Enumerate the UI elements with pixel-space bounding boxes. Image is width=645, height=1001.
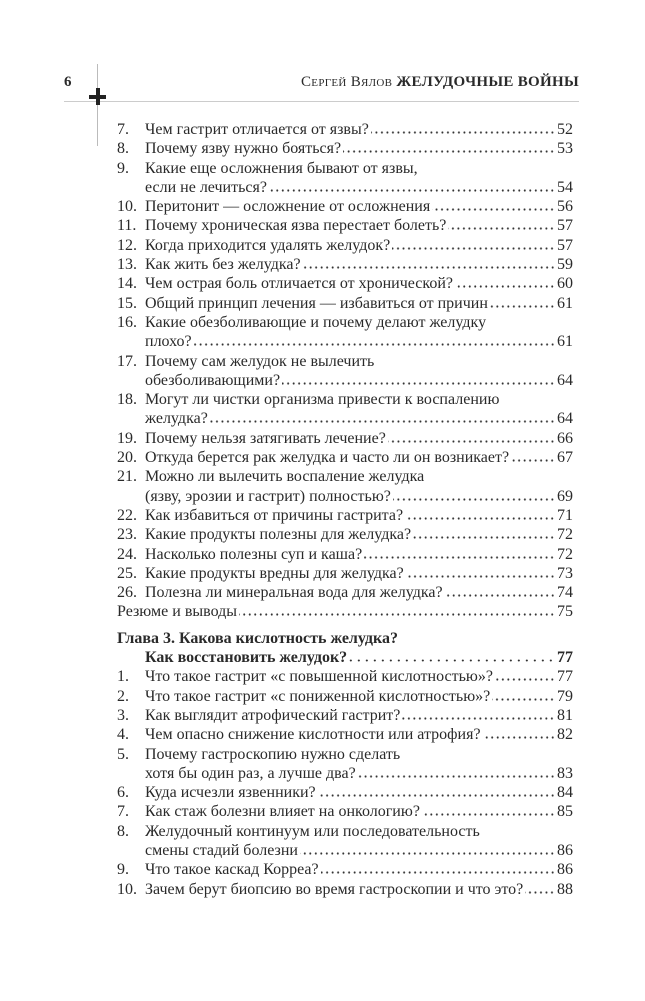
toc-entry[interactable]: [117, 159, 573, 198]
entry-page: 86: [557, 861, 573, 879]
dot-leader: [492, 698, 555, 701]
dot-leader: [343, 150, 555, 153]
chapter-title-line1: Глава 3. Какова кислотность желудка?: [117, 629, 398, 647]
entry-page: 73: [557, 564, 573, 582]
entry-page: 84: [557, 784, 573, 802]
entry-number: 2.: [117, 687, 129, 705]
entry-text: плохо?: [145, 333, 192, 351]
toc-entry-line: [117, 467, 573, 486]
toc-entry-line: [117, 687, 573, 706]
entry-number: 14.: [117, 275, 137, 293]
entry-page: 71: [557, 506, 573, 524]
vertical-rule: [97, 64, 98, 146]
toc-entry-line: [117, 236, 573, 255]
toc-entry-line: [117, 583, 573, 602]
dot-leader: [269, 189, 555, 192]
entry-number: 4.: [117, 726, 129, 744]
dot-leader: [194, 343, 555, 346]
dot-leader: [210, 420, 555, 423]
entry-text: Зачем берут биопсию во время гастроскопии и что это?: [145, 880, 524, 898]
entry-number: 25.: [117, 564, 137, 582]
chapter-heading[interactable]: [117, 629, 573, 668]
toc-entry[interactable]: [117, 880, 573, 899]
entry-number: 1.: [117, 668, 129, 686]
entry-text: Как стаж болезни влияет на онкологию?: [145, 803, 420, 821]
entry-number: 24.: [117, 545, 137, 563]
dot-leader: [318, 794, 555, 797]
entry-text: Чем гастрит отличается от язвы?: [145, 121, 369, 138]
crosshair-mark-icon-vertical: [96, 88, 100, 105]
entry-text: Что такое гастрит «с повышенной кислотностью»?: [145, 668, 493, 686]
entry-number: 3.: [117, 706, 129, 724]
toc-entry[interactable]: [117, 783, 573, 802]
entry-number: 12.: [117, 236, 137, 254]
toc-entry[interactable]: [117, 390, 573, 429]
toc-entry-line: [117, 545, 573, 564]
entry-text: Могут ли чистки организма привести к воспалению: [145, 391, 500, 409]
entry-page: 56: [557, 198, 573, 216]
dot-leader: [388, 440, 555, 443]
entry-page: 86: [557, 841, 573, 859]
dot-leader: [371, 131, 555, 134]
toc-entry-line: [117, 783, 573, 802]
book-title: ЖЕЛУДОЧНЫЕ ВОЙНЫ: [396, 74, 579, 90]
entry-number: 13.: [117, 256, 137, 274]
entry-page: 82: [557, 726, 573, 744]
entry-text: Почему гастроскопию нужно сделать: [145, 745, 401, 763]
toc-entry-line: [117, 487, 573, 506]
dot-leader: [432, 208, 555, 211]
entry-number: 10.: [117, 198, 137, 216]
toc-entry-line: [117, 216, 573, 235]
entry-page: 57: [557, 236, 573, 254]
entry-number: 18.: [117, 391, 137, 409]
entry-page: 77: [557, 668, 573, 686]
toc-entry-line: [117, 178, 573, 197]
toc-entry-line: [117, 860, 573, 879]
toc-entry[interactable]: [117, 745, 573, 784]
toc-entry-line: [117, 255, 573, 274]
entry-number: 9.: [117, 159, 129, 177]
toc-entry[interactable]: [117, 352, 573, 391]
dot-leader: [448, 227, 555, 230]
toc-entry[interactable]: [117, 139, 573, 158]
entry-text: Общий принцип лечения — избавиться от причин: [145, 294, 488, 312]
toc-entry-line: [117, 313, 573, 332]
toc-entry[interactable]: [117, 802, 573, 821]
toc-entry[interactable]: [117, 313, 573, 352]
entry-page: 88: [557, 880, 573, 898]
entry-page: 72: [557, 545, 573, 563]
header-rule: [64, 101, 579, 102]
entry-text: Почему сам желудок не вылечить: [145, 352, 375, 370]
toc-entry[interactable]: [117, 216, 573, 235]
entry-text: Куда исчезли язвенники?: [145, 784, 316, 802]
author-name: Сергей Вялов: [301, 74, 393, 90]
entry-page: 64: [557, 371, 573, 389]
entry-number: 8.: [117, 822, 129, 840]
dot-leader: [511, 459, 555, 462]
entry-page: 81: [557, 706, 573, 724]
dot-leader: [349, 659, 555, 662]
entry-page: 64: [557, 410, 573, 428]
chapter-page: 77: [557, 649, 573, 667]
entry-number: 21.: [117, 468, 137, 486]
entry-text: Что такое гастрит «с пониженной кислотностью»?: [145, 687, 491, 705]
toc-entry-line: [117, 332, 573, 351]
entry-text: Как жить без желудка?: [145, 256, 301, 274]
entry-text: Какие еще осложнения бывают от язвы,: [145, 159, 418, 177]
entry-text: Какие обезболивающие и почему делают желудку: [145, 313, 487, 331]
dot-leader: [405, 517, 555, 520]
dot-leader: [525, 891, 555, 894]
toc-entry-line: [117, 706, 573, 725]
table-of-contents: [117, 120, 573, 899]
entry-text: Почему язву нужно бояться?: [145, 140, 342, 158]
entry-text: Почему хроническая язва перестает болеть?: [145, 217, 447, 235]
toc-entry-line: [117, 667, 573, 686]
dot-leader: [402, 717, 555, 720]
toc-entry-line: [117, 525, 573, 544]
entry-page: 53: [557, 140, 573, 158]
entry-text: Что такое каскад Корреа?: [145, 861, 319, 879]
toc-entry-line: [117, 802, 573, 821]
dot-leader: [490, 305, 555, 308]
entry-text: желудка?: [145, 410, 208, 428]
page-number: 6: [64, 74, 72, 90]
toc-entry[interactable]: [117, 687, 573, 706]
entry-page: 54: [557, 178, 573, 196]
entry-page: 61: [557, 333, 573, 351]
entry-text: Какие продукты вредны для желудка?: [145, 564, 404, 582]
entry-page: 52: [557, 121, 573, 138]
dot-leader: [445, 594, 555, 597]
entry-page: 60: [557, 275, 573, 293]
entry-text: Чем опасно снижение кислотности или атрофия?: [145, 726, 481, 744]
dot-leader: [300, 852, 555, 855]
toc-entry[interactable]: [117, 545, 573, 564]
entry-page: 85: [557, 803, 573, 821]
entry-text: Насколько полезны суп и каша?: [145, 545, 363, 563]
dot-leader: [358, 775, 555, 778]
entry-number: 9.: [117, 861, 129, 879]
toc-entry[interactable]: [117, 667, 573, 686]
chapter-title-line2: Как восстановить желудок?: [145, 649, 348, 667]
entry-number: 11.: [117, 217, 137, 235]
toc-entry[interactable]: [117, 467, 573, 506]
toc-entry-line: [117, 409, 573, 428]
toc-entry[interactable]: [117, 120, 573, 139]
toc-entry[interactable]: [117, 706, 573, 725]
toc-entry-line: [117, 564, 573, 583]
entry-number: 6.: [117, 784, 129, 802]
toc-section-chapter2: [117, 120, 573, 602]
toc-entry[interactable]: [117, 255, 573, 274]
toc-entry-line: [117, 429, 573, 448]
running-header: [301, 74, 579, 91]
entry-number: 22.: [117, 506, 137, 524]
toc-entry[interactable]: [117, 506, 573, 525]
toc-entry-summary[interactable]: [117, 602, 573, 621]
entry-text: хотя бы один раз, а лучше два?: [145, 764, 356, 782]
toc-entry-line: [117, 371, 573, 390]
toc-entry-line: [117, 294, 573, 313]
entry-number: 5.: [117, 745, 129, 763]
entry-number: 8.: [117, 140, 129, 158]
entry-number: 7.: [117, 121, 129, 138]
entry-number: 7.: [117, 803, 129, 821]
entry-text: обезболивающими?: [145, 371, 281, 389]
entry-text: Перитонит — осложнение от осложнения: [145, 198, 431, 216]
toc-entry-line: [117, 506, 573, 525]
toc-entry-line: [117, 448, 573, 467]
entry-page: 75: [557, 603, 573, 621]
toc-entry[interactable]: [117, 429, 573, 448]
entry-text: Полезна ли минеральная вода для желудка?: [145, 584, 443, 602]
dot-leader: [495, 678, 555, 681]
toc-entry[interactable]: [117, 448, 573, 467]
toc-entry-line: [117, 725, 573, 744]
dot-leader: [392, 247, 555, 250]
entry-page: 57: [557, 217, 573, 235]
dot-leader: [239, 613, 555, 616]
toc-entry-line: [117, 120, 573, 139]
entry-text: Какие продукты полезны для желудка?: [145, 526, 412, 544]
toc-section-chapter3: [117, 667, 573, 899]
entry-number: 20.: [117, 449, 137, 467]
toc-entry-line: [117, 390, 573, 409]
toc-entry[interactable]: [117, 236, 573, 255]
dot-leader: [455, 285, 555, 288]
toc-entry-line: [117, 745, 573, 764]
entry-text: Откуда берется рак желудка и часто ли он возникает?: [145, 449, 510, 467]
entry-number: 19.: [117, 429, 137, 447]
toc-entry-line: [117, 274, 573, 293]
entry-number: 23.: [117, 526, 137, 544]
toc-entry[interactable]: [117, 583, 573, 602]
toc-entry-line: [117, 841, 573, 860]
dot-leader: [483, 736, 555, 739]
entry-number: 26.: [117, 584, 137, 602]
entry-page: 72: [557, 526, 573, 544]
entry-page: 67: [557, 449, 573, 467]
toc-entry[interactable]: [117, 564, 573, 583]
entry-number: 10.: [117, 880, 137, 898]
toc-entry-line: [117, 197, 573, 216]
entry-text: смены стадий болезни: [145, 841, 298, 859]
entry-text: Почему нельзя затягивать лечение?: [145, 429, 386, 447]
toc-entry[interactable]: [117, 725, 573, 744]
toc-entry-line: [117, 880, 573, 899]
entry-text: (язву, эрозии и гастрит) полностью?: [145, 487, 391, 505]
entry-text: если не лечиться?: [145, 178, 267, 196]
entry-number: 17.: [117, 352, 137, 370]
dot-leader: [413, 536, 555, 539]
entry-text: Желудочный континуум или последовательность: [145, 822, 480, 840]
entry-text: Резюме и выводы: [117, 603, 238, 621]
toc-entry-line: [117, 822, 573, 841]
toc-entry-line: [117, 139, 573, 158]
toc-entry[interactable]: [117, 274, 573, 293]
dot-leader: [321, 871, 555, 874]
entry-page: 59: [557, 256, 573, 274]
entry-page: 69: [557, 487, 573, 505]
dot-leader: [282, 382, 555, 385]
dot-leader: [406, 575, 555, 578]
entry-text: Чем острая боль отличается от хронической?: [145, 275, 453, 293]
toc-entry[interactable]: [117, 197, 573, 216]
toc-entry-line: [117, 159, 573, 178]
entry-text: Можно ли вылечить воспаление желудка: [145, 468, 425, 486]
entry-number: 16.: [117, 313, 137, 331]
entry-page: 79: [557, 687, 573, 705]
toc-entry[interactable]: [117, 294, 573, 313]
dot-leader: [303, 266, 555, 269]
entry-text: Как выглядит атрофический гастрит?: [145, 706, 401, 724]
dot-leader: [422, 813, 555, 816]
toc-entry-line: [117, 764, 573, 783]
entry-text: Как избавиться от причины гастрита?: [145, 506, 404, 524]
entry-number: 15.: [117, 294, 137, 312]
toc-entry[interactable]: [117, 525, 573, 544]
entry-page: 83: [557, 764, 573, 782]
toc-entry[interactable]: [117, 822, 573, 861]
entry-page: 74: [557, 584, 573, 602]
dot-leader: [364, 556, 555, 559]
entry-page: 61: [557, 294, 573, 312]
toc-entry[interactable]: [117, 860, 573, 879]
entry-page: 66: [557, 429, 573, 447]
dot-leader: [393, 498, 555, 501]
toc-entry-line: [117, 352, 573, 371]
entry-text: Когда приходится удалять желудок?: [145, 236, 391, 254]
